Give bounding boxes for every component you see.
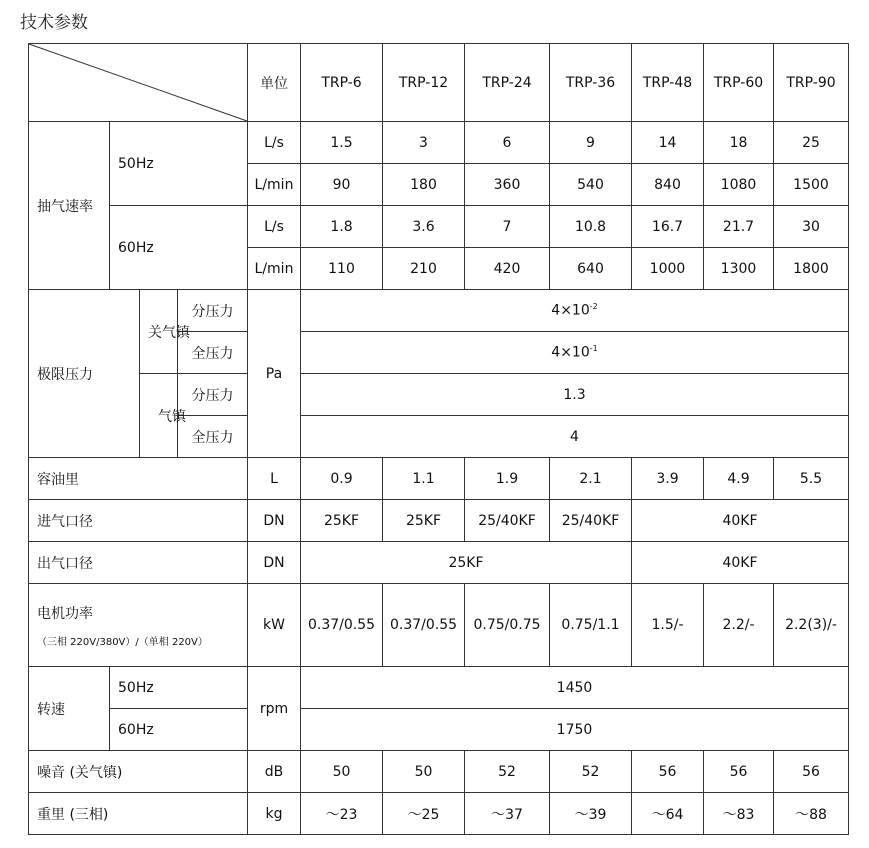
value-cell: 25KF bbox=[383, 500, 465, 542]
value-cell: 1750 bbox=[301, 709, 849, 751]
value-cell: 18 bbox=[704, 122, 774, 164]
table-row bbox=[29, 206, 849, 248]
unit-cell: DN bbox=[248, 500, 301, 542]
value-cell: 3.9 bbox=[632, 458, 704, 500]
value-cell: 25/40KF bbox=[465, 500, 550, 542]
value-cell: 1.5 bbox=[301, 122, 383, 164]
table-row bbox=[29, 122, 849, 164]
unit-cell: DN bbox=[248, 542, 301, 584]
value-cell: 56 bbox=[704, 751, 774, 793]
value-cell: 56 bbox=[774, 751, 849, 793]
spec-table bbox=[28, 43, 849, 835]
freq-50hz-label: 50Hz bbox=[110, 122, 248, 206]
value-cell: 0.75/1.1 bbox=[550, 584, 632, 667]
partial-pressure-label: 分压力 bbox=[178, 290, 248, 332]
model-header: TRP-60 bbox=[704, 44, 774, 122]
value-cell: ～25 bbox=[383, 793, 465, 835]
value-cell: 4 bbox=[301, 416, 849, 458]
pressure-base: 4×10 bbox=[551, 302, 590, 319]
table-row bbox=[29, 584, 849, 667]
unit-cell: Pa bbox=[248, 290, 301, 458]
value-cell: 1.1 bbox=[383, 458, 465, 500]
value-cell bbox=[301, 290, 849, 332]
value-cell: 9 bbox=[550, 122, 632, 164]
weight-label: 重里 (三相) bbox=[29, 793, 248, 835]
value-cell: 1300 bbox=[704, 248, 774, 290]
motor-power-title: 电机功率 bbox=[37, 605, 93, 622]
model-header: TRP-48 bbox=[632, 44, 704, 122]
value-cell: 840 bbox=[632, 164, 704, 206]
value-cell: 2.2(3)/- bbox=[774, 584, 849, 667]
value-cell: 10.8 bbox=[550, 206, 632, 248]
value-cell: 640 bbox=[550, 248, 632, 290]
ultimate-pressure-label: 极限压力 bbox=[29, 290, 140, 458]
unit-cell: L/min bbox=[248, 164, 301, 206]
table-row bbox=[29, 500, 849, 542]
value-cell: ～23 bbox=[301, 793, 383, 835]
unit-cell: kW bbox=[248, 584, 301, 667]
value-cell: 4.9 bbox=[704, 458, 774, 500]
unit-cell: kg bbox=[248, 793, 301, 835]
pressure-base: 4×10 bbox=[551, 344, 590, 361]
value-cell: 1.8 bbox=[301, 206, 383, 248]
table-row bbox=[29, 542, 849, 584]
motor-power-note: （三相 220V/380V）/（单相 220V） bbox=[37, 636, 208, 648]
value-cell: 40KF bbox=[632, 542, 849, 584]
value-cell: 25/40KF bbox=[550, 500, 632, 542]
freq-60hz-label: 60Hz bbox=[110, 709, 248, 751]
speed-label: 转速 bbox=[29, 667, 110, 751]
freq-60hz-label: 60Hz bbox=[110, 206, 248, 290]
total-pressure-label: 全压力 bbox=[178, 416, 248, 458]
value-cell bbox=[301, 332, 849, 374]
unit-cell: L/s bbox=[248, 122, 301, 164]
value-cell: 40KF bbox=[632, 500, 849, 542]
value-cell: 21.7 bbox=[704, 206, 774, 248]
value-cell: 0.75/0.75 bbox=[465, 584, 550, 667]
page-title: 技术参数 bbox=[20, 13, 88, 33]
value-cell: 1450 bbox=[301, 667, 849, 709]
unit-cell: L bbox=[248, 458, 301, 500]
total-pressure-label: 全压力 bbox=[178, 332, 248, 374]
value-cell: 52 bbox=[465, 751, 550, 793]
value-cell: 5.5 bbox=[774, 458, 849, 500]
table-row bbox=[29, 709, 849, 751]
value-cell: 2.2/- bbox=[704, 584, 774, 667]
unit-header: 单位 bbox=[248, 44, 301, 122]
unit-cell: rpm bbox=[248, 667, 301, 751]
value-cell: 1800 bbox=[774, 248, 849, 290]
value-cell: 25KF bbox=[301, 542, 632, 584]
value-cell: 1500 bbox=[774, 164, 849, 206]
value-cell: 56 bbox=[632, 751, 704, 793]
value-cell: 14 bbox=[632, 122, 704, 164]
model-header: TRP-90 bbox=[774, 44, 849, 122]
value-cell: 3.6 bbox=[383, 206, 465, 248]
partial-pressure-label: 分压力 bbox=[178, 374, 248, 416]
diagonal-header-cell bbox=[29, 44, 248, 122]
value-cell: 30 bbox=[774, 206, 849, 248]
table-row bbox=[29, 751, 849, 793]
value-cell: 3 bbox=[383, 122, 465, 164]
value-cell: 1080 bbox=[704, 164, 774, 206]
ballast-on-label: 气镇 bbox=[140, 374, 178, 458]
pressure-exponent: -1 bbox=[589, 344, 598, 354]
motor-power-label bbox=[29, 584, 248, 667]
value-cell: 540 bbox=[550, 164, 632, 206]
model-header: TRP-12 bbox=[383, 44, 465, 122]
value-cell: 6 bbox=[465, 122, 550, 164]
table-row bbox=[29, 44, 849, 122]
value-cell: 180 bbox=[383, 164, 465, 206]
value-cell: 7 bbox=[465, 206, 550, 248]
table-row bbox=[29, 793, 849, 835]
value-cell: ～39 bbox=[550, 793, 632, 835]
value-cell: 210 bbox=[383, 248, 465, 290]
value-cell: 90 bbox=[301, 164, 383, 206]
unit-cell: L/s bbox=[248, 206, 301, 248]
oil-capacity-label: 容油里 bbox=[29, 458, 248, 500]
model-header: TRP-6 bbox=[301, 44, 383, 122]
pumping-speed-label: 抽气速率 bbox=[29, 122, 110, 290]
value-cell: 52 bbox=[550, 751, 632, 793]
value-cell: 25KF bbox=[301, 500, 383, 542]
value-cell: 1.3 bbox=[301, 374, 849, 416]
value-cell: 25 bbox=[774, 122, 849, 164]
pressure-exponent: -2 bbox=[589, 302, 598, 312]
ballast-off-label: 关气镇 bbox=[140, 290, 178, 374]
outlet-label: 出气口径 bbox=[29, 542, 248, 584]
table-row bbox=[29, 667, 849, 709]
value-cell: 0.37/0.55 bbox=[301, 584, 383, 667]
value-cell: ～83 bbox=[704, 793, 774, 835]
value-cell: 360 bbox=[465, 164, 550, 206]
unit-cell: dB bbox=[248, 751, 301, 793]
value-cell: 1.5/- bbox=[632, 584, 704, 667]
model-header: TRP-24 bbox=[465, 44, 550, 122]
table-row bbox=[29, 458, 849, 500]
value-cell: 16.7 bbox=[632, 206, 704, 248]
value-cell: 2.1 bbox=[550, 458, 632, 500]
value-cell: 50 bbox=[383, 751, 465, 793]
value-cell: 420 bbox=[465, 248, 550, 290]
value-cell: ～88 bbox=[774, 793, 849, 835]
value-cell: 110 bbox=[301, 248, 383, 290]
noise-label: 噪音 (关气镇) bbox=[29, 751, 248, 793]
value-cell: 1.9 bbox=[465, 458, 550, 500]
value-cell: ～64 bbox=[632, 793, 704, 835]
freq-50hz-label: 50Hz bbox=[110, 667, 248, 709]
table-row bbox=[29, 290, 849, 332]
table-row bbox=[29, 374, 849, 416]
value-cell: 50 bbox=[301, 751, 383, 793]
model-header: TRP-36 bbox=[550, 44, 632, 122]
inlet-label: 进气口径 bbox=[29, 500, 248, 542]
value-cell: ～37 bbox=[465, 793, 550, 835]
value-cell: 0.37/0.55 bbox=[383, 584, 465, 667]
unit-cell: L/min bbox=[248, 248, 301, 290]
value-cell: 1000 bbox=[632, 248, 704, 290]
value-cell: 0.9 bbox=[301, 458, 383, 500]
